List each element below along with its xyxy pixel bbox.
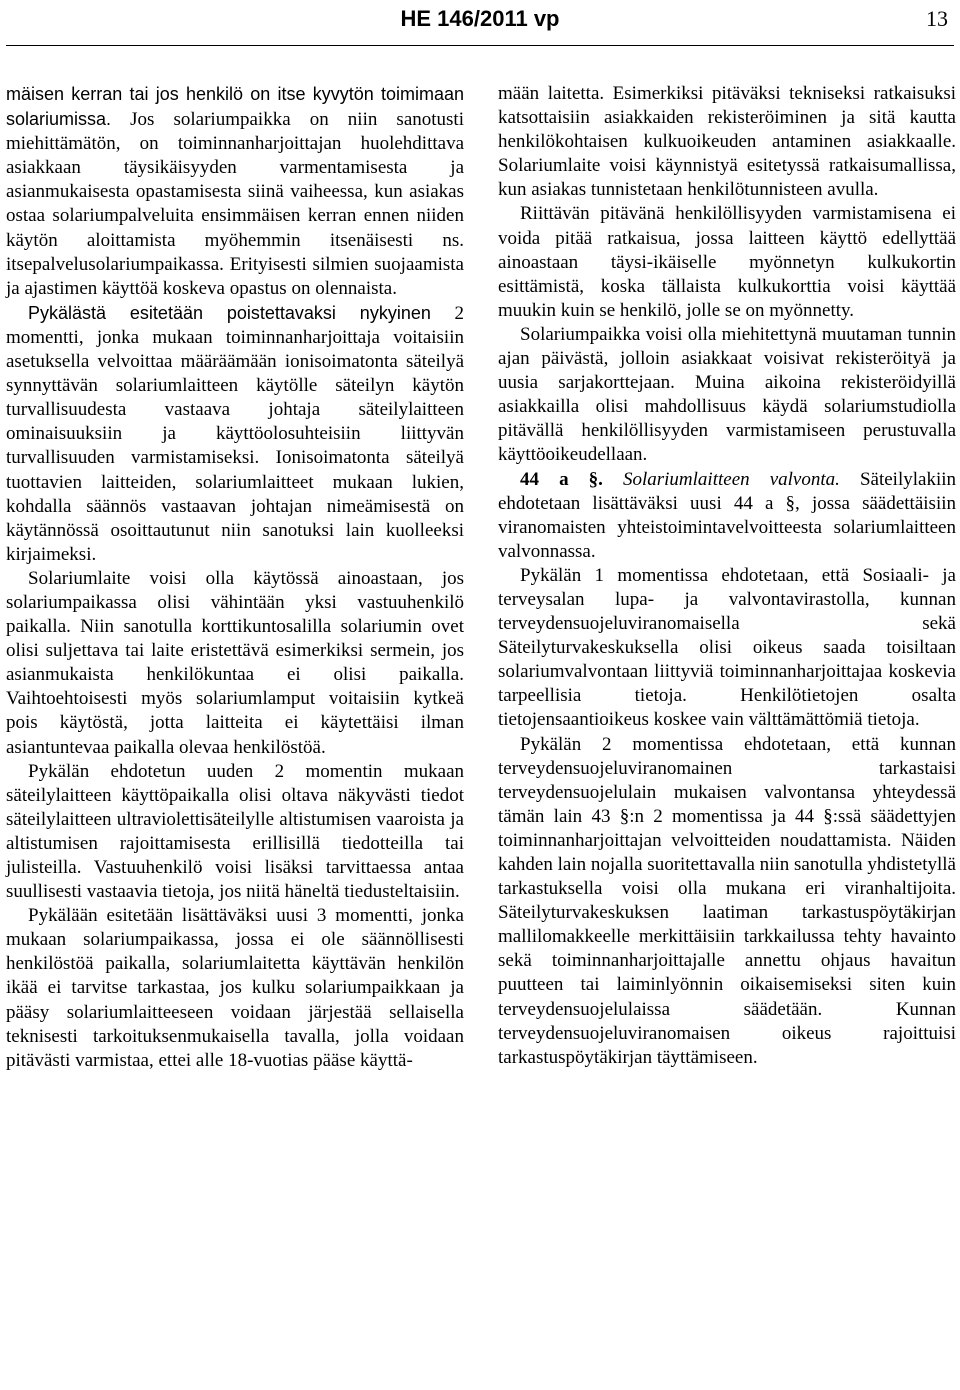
header-rule bbox=[6, 45, 954, 46]
section-title: Solariumlaitteen valvonta. bbox=[622, 468, 840, 490]
paragraph: Pykälän ehdotetun uuden 2 momentin mukaan säteilylaitteen käyttöpaikalla olisi oltava näkyvästi tiedot säteilylaitteen ultraviolettisäteilylle altistumisen vaaroista ja altistumisen rajoittamisesta erillisillä tiedotteilla tai julisteilla. Vastuuhenkilö voisi lisäksi tarvittaessa antaa suullisesti vastaavia tietoja, jos niitä häneltä tiedusteltaisiin. bbox=[6, 760, 464, 903]
page-header bbox=[0, 0, 960, 52]
section-text: Säteilylakiin ehdotetaan lisättäväksi uusi 44 a §, jossa säädettäisiin viranomaisten yhteistoimintavelvoitteesta solariumlaitteen valvonnassa. bbox=[498, 468, 957, 562]
right-column bbox=[498, 82, 956, 1070]
paragraph: Solariumpaikka voisi olla miehitettynä muutaman tunnin ajan päivästä, jolloin asiakkaat voisivat rekisteröityä ja uusia sarjakorttejaan. Muina aikoina rekisteröidyillä asiakkailla olisi mahdollisuus käydä solariumstudiolla pitävällä henkilöllisyyden varmistamiseen perustuvalla käyttöoikeudellaan. bbox=[498, 323, 956, 466]
paragraph-segment: Pykälästä esitetään poistettavaksi nykyinen bbox=[28, 302, 431, 323]
paragraph: Pykälään esitetään lisättäväksi uusi 3 momentti, jonka mukaan solariumpaikassa, jossa ei ole säännöllisesti henkilöstöä paikalla, solariumlaitetta käyttävän henkilön ikää ei tarvitse tarkastaa, jos kulku solariumpaikkaan ja pääsy solariumlaitteeseen voidaan järjestää sellaisella teknisesti tarkoituksenmukaisella tavalla, jolla voidaan pitävästi varmistaa, ettei alle 18-vuotias pääse käyttä- bbox=[6, 905, 464, 1071]
paragraph-segment: 2 momentti, jonka mukaan toiminnanharjoittaja voitaisiin asetuksella velvoittaa määräämään ionisoimatonta säteilyä synnyttävän solariumlaitteen käytölle säteilyn käytön turvallisuudesta vastaava johtaja säteilylaitteen ominaisuuksiin ja käyttöolosuhteisiin liittyvän turvallisuuden varmistamiseksi. Ionisoimatonta säteilyä tuottavien laitteiden, solariumlaitteet mukaan lukien, kohdalla säännös vastaavan johtajan nimeämisestä on käytännössä osoittautunut niin sanotuksi lain kuolleeksi kirjaimeksi. bbox=[6, 302, 464, 565]
left-column bbox=[6, 82, 464, 1073]
paragraph-segment: Jos solariumpaikka on niin sanotusti miehittämätön, on toiminnanharjoittajan huolehdittava asiakkaan täysikäisyyden varmentamisesta ja asianmukaisesta opastamisesta siinä vaiheessa, kun asiakas ostaa solariumpalveluita ensimmäisen kerran ennen niiden käytön aloittamista myöhemmin itsenäisesti ns. itsepalvelusolariumpaikassa. bbox=[6, 109, 464, 275]
paragraph: Pykälän 1 momentissa ehdotetaan, että Sosiaali- ja terveysalan lupa- ja valvontavirastolla, kunnan terveydensuojeluviranomaisella sekä Säteilyturvakeskuksella olisi oikeus saada toisiltaan solariumvalvontaan liittyviä toiminnanharjoittajaa koskevia tarpeellisia tietoja. Henkilötietojen osalta tietojensaantioikeus koskee vain välttämättömiä tietoja. bbox=[498, 564, 956, 731]
paragraph-segment: mäisen kerran tai jos henkilö on itse kyvytön toimimaan solariumissa. bbox=[6, 84, 464, 130]
paragraph: mään laitetta. Esimerkiksi pitäväksi tekniseksi ratkaisuksi katsottaisiin asiakkaiden rekisteröiminen ja sitä kautta henkilökohtaisen kulkuoikeuden antaminen asiakkaalle. Solariumlaite voisi käynnistyä esitetyssä ratkaisumallissa, kun asiakas tunnistetaan henkilötunnisteen avulla. bbox=[498, 83, 956, 201]
section-paragraph bbox=[498, 468, 956, 564]
paragraph-segment: Erityisesti silmien suojaamista ja ajastimen käyttöä koskeva opastus on olennaista. bbox=[6, 253, 464, 299]
paragraph: Riittävän pitävänä henkilöllisyyden varmistamisena ei voida pitää ratkaisua, jossa laitteen käyttö edellyttää ainoastaan täysi-ikäiselle myönnetyn kulkukortin esittämistä, koska tällaista kulkukorttia voisi käyttää muukin kuin se henkilö, jolle se on myönnetty. bbox=[498, 203, 956, 321]
paragraph bbox=[6, 82, 464, 301]
document-id: HE 146/2011 vp bbox=[400, 6, 560, 31]
page-number: 13 bbox=[926, 6, 948, 31]
paragraph: Solariumlaite voisi olla käytössä ainoastaan, jos solariumpaikassa olisi vähintään yksi vastuuhenkilö paikalla. Niin sanotulla korttikuntosalilla solariumin ovet olisi suljettava tai laite eristettävä esimerkiksi sermein, jos asianmukaista henkilökuntaa ei olisi paikalla. Vaihtoehtoisesti myös solariumlamput voitaisiin kytkeä pois käytöstä, jotta laitteita ei käytettäisi ilman asiantuntevaa paikalla olevaa henkilöstöä. bbox=[6, 567, 464, 758]
paragraph: Pykälän 2 momentissa ehdotetaan, että kunnan terveydensuojeluviranomainen tarkastaisi terveydensuojelulain mukaisen valvontansa yhteydessä tämän lain 43 §:n 2 momentissa ja 44 §:ssä säädettyjen toiminnanharjoittajan velvoitteiden noudattamista. Näiden kahden lain nojalla suoritettavalla niin sanotulla yhdistetyllä tarkastuksella voisi olla mukana eri viranhaltijoita. Säteilyturvakeskuksen laatiman tarkastuspöytäkirjan mallilomakkeelle merkittäisiin tarkkailussa tehty havainto sekä toiminnanharjoittajalle annettu ohjaus havaitun puutteen tai laiminlyönnin oikaisemiseksi siten kuin terveydensuojelulaissa säädetään. Kunnan terveydensuojeluviranomaisen oikeus rajoittuisi tarkastuspöytäkirjan täyttämiseen. bbox=[498, 733, 956, 1068]
paragraph bbox=[6, 301, 464, 567]
section-number: 44 a §. bbox=[520, 468, 603, 490]
